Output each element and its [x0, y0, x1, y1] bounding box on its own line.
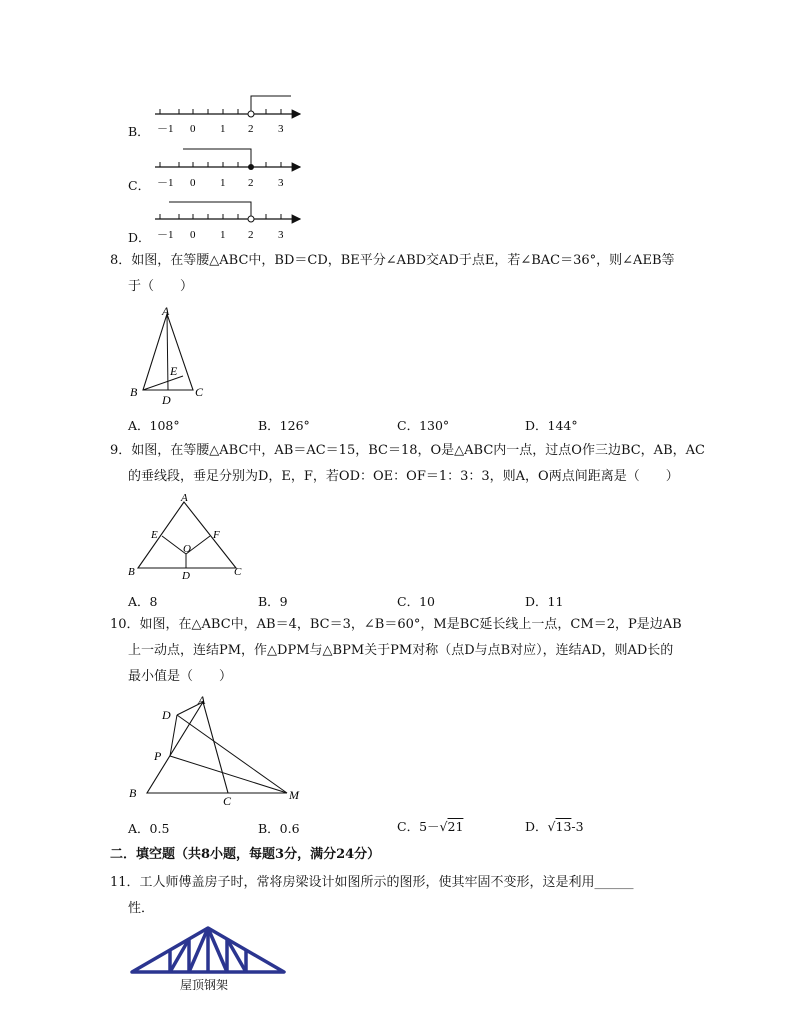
- q9-option-b[interactable]: B．9: [258, 594, 288, 609]
- q8-option-c[interactable]: C．130°: [397, 418, 450, 433]
- q10-option-c-radicand: 21: [447, 819, 464, 834]
- c-tick-1: 1: [220, 177, 226, 189]
- option-b-label: B．: [128, 124, 150, 139]
- q10-label-p: P: [154, 749, 162, 763]
- q10-label-d: D: [162, 708, 171, 722]
- q8-line2: 于（ ）: [128, 279, 194, 294]
- q10-option-b[interactable]: B．0.6: [258, 821, 300, 836]
- q9-label-f: F: [213, 529, 220, 541]
- c-tick-2: 2: [248, 177, 254, 189]
- q10-label-a: A: [198, 693, 206, 707]
- q10-option-d-suffix: -3: [571, 819, 584, 834]
- d-tick-2: 2: [248, 229, 254, 241]
- q9-line1: 9．如图，在等腰△ABC中，AB＝AC＝15，BC＝18，O是△ABC内一点，过点O作三边BC，AB，AC: [110, 443, 705, 458]
- c-tick-neg1: －1: [157, 177, 174, 189]
- d-tick-neg1: －1: [157, 229, 174, 241]
- b-tick-2: 2: [248, 123, 254, 135]
- number-lines-figure: [145, 88, 315, 248]
- q11-line2: 性．: [128, 901, 155, 916]
- q8-option-b[interactable]: B．126°: [258, 418, 310, 433]
- q8-line1: 8．如图，在等腰△ABC中，BD＝CD，BE平分∠ABD交AD于点E，若∠BAC＝36°，则∠AEB等: [110, 253, 675, 268]
- q10-option-d[interactable]: [525, 817, 584, 835]
- b-tick-1: 1: [220, 123, 226, 135]
- q9-label-c: C: [234, 566, 242, 578]
- q10-option-d-prefix: D．: [525, 819, 548, 834]
- q10-label-c: C: [223, 794, 232, 808]
- d-tick-1: 1: [220, 229, 226, 241]
- q9-option-a[interactable]: A．8: [128, 594, 158, 609]
- q9-triangle-figure: [122, 490, 252, 582]
- option-d-label: D．: [128, 230, 151, 245]
- b-tick-3: 3: [278, 123, 284, 135]
- q8-label-a: A: [162, 304, 170, 318]
- q10-option-d-radicand: 13: [555, 819, 572, 834]
- b-tick-neg1: －1: [157, 123, 174, 135]
- option-c-label: C．: [128, 178, 151, 193]
- d-tick-0: 0: [190, 229, 196, 241]
- q9-label-b: B: [128, 566, 135, 578]
- q9-label-o: O: [183, 543, 191, 555]
- q10-option-c-prefix: C．5－: [397, 819, 440, 834]
- sqrt-sign: √: [547, 819, 556, 834]
- q10-line2: 上一动点，连结PM，作△DPM与△BPM关于PM对称（点D与点B对应），连结AD，则AD长的: [128, 643, 674, 658]
- q8-triangle-figure: [125, 304, 215, 408]
- q8-label-b: B: [130, 385, 138, 399]
- q10-option-c[interactable]: [397, 817, 463, 835]
- b-tick-0: 0: [190, 123, 196, 135]
- q10-triangle-figure: [125, 690, 315, 810]
- q10-label-b: B: [129, 786, 137, 800]
- q10-line3: 最小值是（ ）: [128, 669, 233, 684]
- q9-label-d: D: [182, 570, 190, 582]
- sqrt-sign: √: [439, 819, 448, 834]
- q8-label-c: C: [195, 385, 204, 399]
- d-tick-3: 3: [278, 229, 284, 241]
- q11-line1: 11．工人师傅盖房子时，常将房梁设计如图所示的图形，使其牢固不变形，这是利用______: [110, 875, 634, 890]
- q8-label-d: D: [162, 393, 171, 407]
- q8-option-d[interactable]: D．144°: [525, 418, 578, 433]
- roof-truss-figure: [128, 922, 288, 978]
- c-tick-0: 0: [190, 177, 196, 189]
- q9-label-e: E: [151, 529, 158, 541]
- q10-label-m: M: [289, 788, 299, 802]
- q8-label-e: E: [170, 364, 178, 378]
- roof-truss-caption: 屋顶钢架: [180, 978, 229, 992]
- c-tick-3: 3: [278, 177, 284, 189]
- q9-label-a: A: [181, 492, 188, 504]
- q10-line1: 10．如图，在△ABC中，AB＝4，BC＝3，∠B＝60°，M是BC延长线上一点，CM＝2，P是边AB: [110, 617, 682, 632]
- q9-option-d[interactable]: D．11: [525, 594, 564, 609]
- q10-option-a[interactable]: A．0.5: [128, 821, 170, 836]
- q9-option-c[interactable]: C．10: [397, 594, 435, 609]
- q8-option-a[interactable]: A．108°: [128, 418, 180, 433]
- number-line-d: [155, 202, 300, 241]
- q9-line2: 的垂线段，垂足分别为D，E，F，若OD：OE：OF＝1：3：3，则A，O两点间距离是（ ）: [128, 469, 679, 484]
- number-line-b: [155, 96, 300, 135]
- section-fill-in-heading: 二．填空题（共8小题，每题3分，满分24分）: [110, 847, 381, 862]
- number-line-c: [155, 149, 300, 189]
